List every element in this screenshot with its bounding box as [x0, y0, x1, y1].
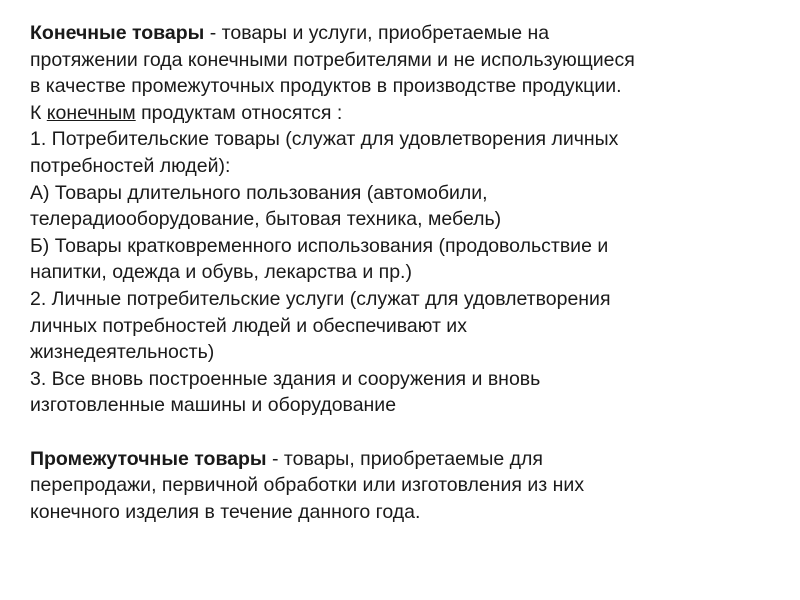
final-goods-intro [30, 100, 775, 127]
list-item-line: потребностей людей): [30, 154, 231, 177]
list-item-line: изготовленные машины и оборудование [30, 394, 397, 417]
definition-line: в качестве промежуточных продуктов в производстве продукции. [30, 75, 622, 98]
definition-line: протяжении года конечными потребителями и не использующиеся [30, 48, 635, 71]
intermediate-goods-term: Промежуточные товары [30, 447, 267, 470]
paragraph-spacer [30, 419, 775, 446]
definition-line [30, 20, 775, 47]
list-item-line: личных потребностей людей и обеспечивают их [30, 314, 467, 337]
intro-line [30, 100, 775, 127]
list-item-line: А) Товары длительного пользования (автомобили, [30, 181, 488, 204]
list-item-consumer-services [30, 286, 775, 366]
list-item-durable-goods [30, 180, 775, 233]
intro-suffix: продуктам относятся : [135, 101, 343, 124]
list-item-line: 2. Личные потребительские услуги (служат для удовлетворения [30, 287, 611, 310]
list-item-buildings-equipment [30, 366, 775, 419]
definition-line: конечного изделия в течение данного года. [30, 500, 421, 523]
list-item-nondurable-goods [30, 233, 775, 286]
list-item-line: телерадиооборудование, бытовая техника, мебель) [30, 208, 502, 231]
list-item-line: 3. Все вновь построенные здания и сооружения и вновь [30, 367, 541, 390]
definition-line [30, 446, 775, 473]
intro-underlined-word: конечным [46, 101, 136, 124]
definition-text: - товары, приобретаемые для [266, 447, 543, 470]
list-item-line: напитки, одежда и обувь, лекарства и пр.) [30, 261, 412, 284]
list-item-consumer-goods [30, 126, 775, 179]
definition-text: - товары и услуги, приобретаемые на [204, 22, 550, 44]
list-item-line: 1. Потребительские товары (служат для удовлетворения личных [30, 128, 619, 151]
definition-line: перепродажи, первичной обработки или изготовления из них [30, 474, 585, 497]
slide-content [30, 20, 775, 525]
intro-prefix: К [30, 101, 47, 124]
list-item-line: жизнедеятельность) [30, 341, 215, 364]
final-goods-definition [30, 20, 775, 100]
intermediate-goods-definition [30, 446, 775, 526]
list-item-line: Б) Товары кратковременного использования (продовольствие и [30, 234, 609, 257]
final-goods-term: Конечные товары [30, 22, 205, 44]
